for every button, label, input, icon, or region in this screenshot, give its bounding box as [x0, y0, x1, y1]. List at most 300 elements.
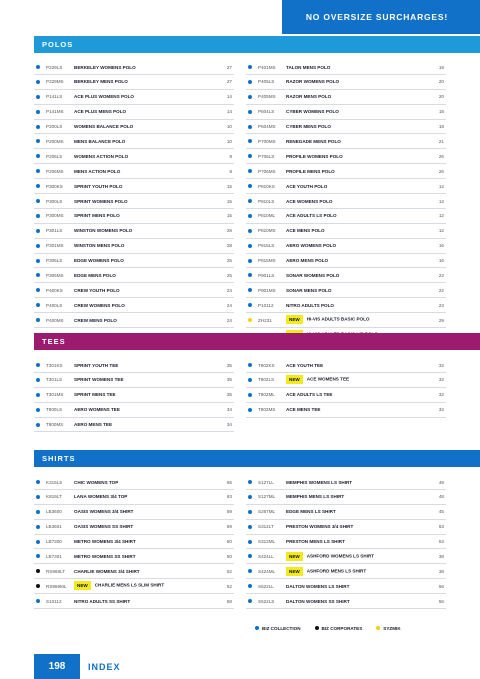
bullet-dot-icon: [36, 139, 40, 143]
bullet-dot-icon: [248, 495, 252, 499]
product-code: P401MS: [258, 64, 276, 70]
product-name: [286, 94, 331, 99]
product-name: [74, 288, 120, 293]
list-item: [246, 535, 446, 550]
product-code: S127ML: [258, 494, 276, 500]
product-code: K819LT: [46, 494, 62, 500]
product-name-text: ACE PLUS MENS POLO: [74, 109, 127, 115]
page-reference: 26: [438, 168, 444, 174]
product-name: [74, 213, 120, 218]
product-name: [286, 124, 331, 129]
new-badge: NEW: [286, 315, 303, 324]
list-item: [34, 579, 234, 594]
list-item: [246, 254, 446, 269]
bullet-dot-icon: [248, 139, 252, 143]
page-reference: 27: [226, 79, 232, 85]
product-name-text: DALTON WOMENS LS SHIRT: [286, 583, 350, 589]
product-code: P305MS: [46, 272, 64, 278]
bullet-dot-icon: [248, 363, 252, 367]
product-name: [74, 228, 132, 233]
product-code: P810KS: [258, 183, 275, 189]
product-code: T800LS: [46, 407, 63, 413]
product-name: [74, 509, 133, 514]
bullet-dot-icon: [36, 184, 40, 188]
list-item: [34, 564, 234, 579]
page-reference: 15: [226, 198, 232, 204]
bullet-dot-icon: [248, 288, 252, 292]
product-name: [286, 315, 370, 324]
page-reference: 24: [226, 317, 232, 323]
product-name: [74, 407, 120, 412]
product-name: [286, 539, 345, 544]
bullet-dot-icon: [36, 599, 40, 603]
list-item: [246, 224, 446, 239]
product-name-text: BERKELEY WOMENS POLO: [74, 64, 136, 70]
bullet-dot-icon: [36, 525, 40, 529]
list-item: [34, 403, 234, 418]
product-name: [286, 599, 350, 604]
product-code: LB7300: [46, 539, 62, 545]
bullet-dot-icon: [36, 363, 40, 367]
list-item: [246, 239, 446, 254]
product-name: [74, 109, 126, 114]
product-code: T802KS: [258, 362, 275, 368]
section-title: POLOS: [42, 40, 74, 49]
page-reference: 63: [226, 494, 232, 500]
brand-name: BIZ COLLECTION: [262, 625, 301, 631]
product-name-text: CHIC WOMENS TOP: [74, 479, 119, 485]
page-reference: 24: [226, 302, 232, 308]
product-name-text: WOMENS BALANCE POLO: [74, 124, 134, 130]
bullet-dot-icon: [248, 95, 252, 99]
bullet-dot-icon: [36, 378, 40, 382]
bullet-dot-icon: [248, 65, 252, 69]
bullet-dot-icon: [248, 569, 252, 573]
new-badge: NEW: [74, 581, 91, 590]
product-code: S522LS: [258, 598, 275, 604]
list-item: [246, 164, 446, 179]
product-name-text: CYBER MENS POLO: [286, 124, 331, 130]
list-item: [246, 149, 446, 164]
bullet-dot-icon: [36, 214, 40, 218]
product-name-text: MENS ACTION POLO: [74, 168, 121, 174]
product-code: P700MS: [258, 138, 276, 144]
brand-dot-icon: [255, 626, 259, 630]
product-name-text: OASIS WOMENS 3/4 SHIRT: [74, 509, 134, 515]
product-name-text: AERO MENS TEE: [74, 422, 113, 428]
product-name: [74, 258, 124, 263]
list-item: [34, 373, 234, 388]
product-code: S312ML: [258, 539, 276, 545]
page-reference: 59: [226, 509, 232, 515]
bullet-dot-icon: [248, 244, 252, 248]
product-name-text: ASHFORD WOMENS LS SHIRT: [306, 553, 375, 559]
product-name-text: MEMPHIS MENS LS SHIRT: [286, 494, 345, 500]
list-item: [246, 134, 446, 149]
product-name-text: AERO MENS POLO: [286, 258, 329, 264]
bullet-dot-icon: [248, 259, 252, 263]
bullet-dot-icon: [36, 110, 40, 114]
list-item: [34, 90, 234, 105]
page-reference: 22: [438, 272, 444, 278]
product-name: [286, 184, 327, 189]
product-name-text: ACE YOUTH POLO: [286, 183, 328, 189]
list-item: [246, 520, 446, 535]
product-code: P200MS: [46, 138, 64, 144]
page-reference: 52: [226, 583, 232, 589]
page-title: INDEX: [88, 661, 121, 672]
product-name-text: LANA WOMENS 3/4 TOP: [74, 494, 128, 500]
product-name-text: SPRINT YOUTH TEE: [74, 362, 119, 368]
product-name-text: NITRO ADULTS SS SHIRT: [74, 598, 131, 604]
product-name-text: RAZOR WOMENS POLO: [286, 79, 340, 85]
product-name-text: MEMPHIS WOMENS LS SHIRT: [286, 479, 353, 485]
list-item: [34, 149, 234, 164]
page-number: 198: [34, 654, 80, 679]
page-reference: 12: [438, 213, 444, 219]
bullet-dot-icon: [248, 154, 252, 158]
shirts-left-column: [34, 475, 234, 609]
page-reference: 25: [226, 272, 232, 278]
product-code: S127LL: [258, 479, 274, 485]
product-name-text: ASHFORD MENS LS SHIRT: [306, 568, 367, 574]
product-code: S424ML: [258, 568, 276, 574]
product-name: [286, 213, 337, 218]
product-name-text: SPRINT WOMENS TEE: [74, 377, 124, 383]
product-name: [286, 228, 325, 233]
list-item: [246, 594, 446, 609]
product-code: P706LS: [258, 153, 275, 159]
page-reference: 25: [226, 258, 232, 264]
bullet-dot-icon: [248, 540, 252, 544]
product-code: P229MS: [46, 79, 64, 85]
list-item: [34, 490, 234, 505]
product-code: T802MS: [258, 407, 276, 413]
product-name-text: WOMENS ACTION POLO: [74, 153, 129, 159]
product-code: P604MS: [258, 124, 276, 130]
page-reference: 56: [438, 583, 444, 589]
list-item: [34, 209, 234, 224]
page-reference: 14: [226, 109, 232, 115]
brand-name: BIZ CORPORATES: [321, 625, 363, 631]
list-item: [34, 594, 234, 609]
product-name-text: ACE ADULTS LS TEE: [286, 392, 333, 398]
product-name-text: MENS BALANCE POLO: [74, 138, 126, 144]
bullet-dot-icon: [36, 540, 40, 544]
product-code: P141LS: [46, 94, 63, 100]
page-reference: 56: [438, 598, 444, 604]
list-item: [34, 418, 234, 433]
bullet-dot-icon: [36, 408, 40, 412]
page-reference: 12: [438, 183, 444, 189]
page-footer: [34, 654, 121, 679]
page-reference: 50: [226, 539, 232, 545]
product-name-text: SONAR MENS POLO: [286, 287, 332, 293]
product-name-text: ACE PLUS WOMENS POLO: [74, 94, 134, 100]
new-badge: NEW: [286, 552, 303, 561]
page-reference: 48: [438, 479, 444, 485]
product-name: [286, 258, 328, 263]
page-reference: 53: [438, 539, 444, 545]
product-code: LB3601: [46, 524, 62, 530]
bullet-dot-icon: [36, 554, 40, 558]
product-name-text: CREW MENS POLO: [74, 317, 117, 323]
list-item: [246, 283, 446, 298]
product-code: P300MS: [46, 213, 64, 219]
product-code: LB3600: [46, 509, 62, 515]
list-item: [34, 179, 234, 194]
product-name: [286, 109, 339, 114]
list-item: [34, 120, 234, 135]
product-code: P815MS: [258, 258, 276, 264]
product-name-text: SPRINT MENS TEE: [74, 392, 116, 398]
product-code: S312LT: [258, 524, 274, 530]
page-reference: 28: [226, 228, 232, 234]
list-item: [34, 313, 234, 328]
section-title: SHIRTS: [42, 454, 76, 463]
product-name-text: CREW WOMENS POLO: [74, 302, 125, 308]
list-item: [34, 194, 234, 209]
product-code: P810LS: [258, 198, 275, 204]
product-code: P405LS: [258, 79, 275, 85]
product-code: P706MS: [258, 168, 276, 174]
bullet-dot-icon: [36, 423, 40, 427]
brand-dot-icon: [315, 626, 319, 630]
product-name-text: SPRINT YOUTH POLO: [74, 183, 123, 189]
page-reference: 15: [226, 213, 232, 219]
bullet-dot-icon: [36, 199, 40, 203]
list-item: [34, 164, 234, 179]
product-name-text: SPRINT WOMENS POLO: [74, 198, 128, 204]
brand-logos: [255, 622, 475, 634]
bullet-dot-icon: [248, 393, 252, 397]
brand-logo: [255, 626, 301, 631]
product-name-text: ACE WOMENS POLO: [286, 198, 333, 204]
page-reference: 32: [438, 362, 444, 368]
product-code: S267ML: [258, 509, 276, 515]
product-code: T301KS: [46, 362, 63, 368]
page-reference: 22: [438, 287, 444, 293]
list-item: [246, 579, 446, 594]
product-name: [74, 539, 136, 544]
product-code: ZH231: [258, 317, 272, 323]
polos-right-column: [246, 60, 446, 343]
product-name: [74, 243, 124, 248]
page-reference: 8: [229, 168, 232, 174]
brand-dot-icon: [376, 626, 380, 630]
page-reference: 45: [438, 509, 444, 515]
page-reference: 29: [438, 317, 444, 323]
list-item: [246, 75, 446, 90]
list-item: [246, 505, 446, 520]
product-code: P200LS: [46, 124, 63, 130]
product-name: [74, 494, 127, 499]
bullet-dot-icon: [248, 110, 252, 114]
product-code: S522LL: [258, 583, 274, 589]
product-code: P810MS: [258, 228, 276, 234]
product-name: [74, 422, 112, 427]
product-name-text: PROFILE MENS POLO: [286, 168, 335, 174]
product-code: T800MS: [46, 422, 64, 428]
page-reference: 20: [438, 94, 444, 100]
list-item: [246, 298, 446, 313]
product-name-text: SPRINT MENS POLO: [74, 213, 120, 219]
bullet-dot-icon: [36, 95, 40, 99]
product-name-text: BERKELEY MENS POLO: [74, 79, 128, 85]
page-reference: 50: [226, 553, 232, 559]
bullet-dot-icon: [36, 288, 40, 292]
product-code: T301LS: [46, 377, 63, 383]
product-name-text: ACE MENS POLO: [286, 228, 325, 234]
page-reference: 53: [438, 524, 444, 530]
list-item: [34, 254, 234, 269]
product-name: [74, 124, 133, 129]
product-name: [286, 392, 332, 397]
page-reference: 16: [438, 258, 444, 264]
section-header-shirts: [34, 450, 480, 467]
product-name-text: RENEGADE MENS POLO: [286, 138, 341, 144]
product-name-text: CHARLIE WOMENS 3/4 SHIRT: [74, 568, 140, 574]
list-item: [34, 298, 234, 313]
page-reference: 16: [438, 243, 444, 249]
brand-logo: [376, 626, 400, 631]
product-name: [74, 139, 125, 144]
list-item: [34, 75, 234, 90]
product-name-text: WINSTON WOMENS POLO: [74, 228, 133, 234]
bullet-dot-icon: [36, 154, 40, 158]
banner-text: NO OVERSIZE SURCHARGES!: [305, 12, 448, 22]
list-item: [246, 194, 446, 209]
product-name: [74, 581, 164, 590]
product-code: RS968LT: [46, 568, 66, 574]
product-code: P300KS: [46, 183, 63, 189]
product-code: P901MS: [258, 287, 276, 293]
page-reference: 23: [438, 302, 444, 308]
product-name-text: SONAR WOMENS POLO: [286, 272, 340, 278]
page-reference: 26: [438, 153, 444, 159]
product-name: [286, 375, 349, 384]
page-reference: 18: [438, 124, 444, 130]
bullet-dot-icon: [248, 378, 252, 382]
product-code: LB7301: [46, 553, 62, 559]
list-item: [246, 268, 446, 283]
product-name-text: RAZOR MENS POLO: [286, 94, 332, 100]
product-name: [74, 392, 116, 397]
list-item: [246, 313, 446, 328]
bullet-dot-icon: [36, 259, 40, 263]
product-name-text: METRO WOMENS 3/4 SHIRT: [74, 539, 136, 545]
product-name: [286, 407, 320, 412]
list-item: [246, 105, 446, 120]
product-code: T301MS: [46, 392, 64, 398]
product-code: P405MS: [258, 94, 276, 100]
product-name: [286, 567, 366, 576]
list-item: [34, 60, 234, 75]
product-code: P10112: [258, 302, 274, 308]
list-item: [34, 224, 234, 239]
page-reference: 48: [438, 494, 444, 500]
bullet-dot-icon: [248, 184, 252, 188]
list-item: [34, 283, 234, 298]
product-name-text: ACE WOMENS TEE: [306, 376, 350, 382]
product-name: [286, 243, 336, 248]
bullet-dot-icon: [36, 273, 40, 277]
product-name: [286, 303, 334, 308]
product-name: [286, 524, 353, 529]
product-code: P810ML: [258, 213, 276, 219]
bullet-dot-icon: [248, 199, 252, 203]
product-name-text: PRESTON WOMENS 3/4 SHIRT: [286, 524, 354, 530]
product-name-text: DALTON WOMENS SS SHIRT: [286, 598, 350, 604]
bullet-dot-icon: [36, 584, 40, 588]
product-name: [286, 363, 323, 368]
page-reference: 34: [226, 407, 232, 413]
bullet-dot-icon: [248, 318, 252, 322]
product-name: [286, 288, 331, 293]
list-item: [34, 239, 234, 254]
product-code: K315LS: [46, 479, 63, 485]
product-name-text: WINSTON MENS POLO: [74, 243, 125, 249]
product-name-text: PRESTON MENS LS SHIRT: [286, 539, 345, 545]
page-reference: 24: [226, 287, 232, 293]
list-item: [34, 105, 234, 120]
page-reference: 19: [438, 64, 444, 70]
brand-name: SYZMIK: [383, 625, 401, 631]
product-name: [74, 169, 120, 174]
product-name-text: EDGE MENS LS SHIRT: [286, 509, 336, 515]
list-item: [246, 60, 446, 75]
list-item: [34, 134, 234, 149]
product-code: P300LS: [46, 198, 63, 204]
page-reference: 34: [226, 422, 232, 428]
product-name: [74, 524, 133, 529]
page-reference: 35: [226, 377, 232, 383]
list-item: [246, 490, 446, 505]
page-reference: 28: [226, 243, 232, 249]
list-item: [246, 358, 446, 373]
product-name: [74, 94, 134, 99]
section-header-polos: [34, 36, 480, 53]
product-code: P141MS: [46, 109, 64, 115]
bullet-dot-icon: [36, 169, 40, 173]
bullet-dot-icon: [248, 80, 252, 84]
product-name: [286, 584, 349, 589]
product-code: P301LS: [46, 228, 63, 234]
product-code: P206LS: [46, 153, 63, 159]
page-reference: 65: [226, 479, 232, 485]
list-item: [246, 549, 446, 564]
product-code: P301MS: [46, 243, 64, 249]
list-item: [246, 209, 446, 224]
product-name-text: ACE YOUTH TEE: [286, 362, 324, 368]
page-reference: 8: [229, 153, 232, 159]
bullet-dot-icon: [248, 214, 252, 218]
product-name-text: NITRO ADULTS POLO: [286, 302, 334, 308]
product-code: S424LL: [258, 553, 274, 559]
product-name: [286, 169, 335, 174]
product-name: [74, 303, 125, 308]
product-code: P206MS: [46, 168, 64, 174]
bullet-dot-icon: [36, 393, 40, 397]
product-name-text: TALON MENS POLO: [286, 64, 331, 70]
bullet-dot-icon: [248, 525, 252, 529]
product-code: P901LS: [258, 272, 275, 278]
no-surcharge-banner: [282, 0, 480, 34]
bullet-dot-icon: [36, 80, 40, 84]
product-code: P604LS: [258, 109, 275, 115]
page-reference: 35: [226, 362, 232, 368]
list-item: [246, 388, 446, 403]
